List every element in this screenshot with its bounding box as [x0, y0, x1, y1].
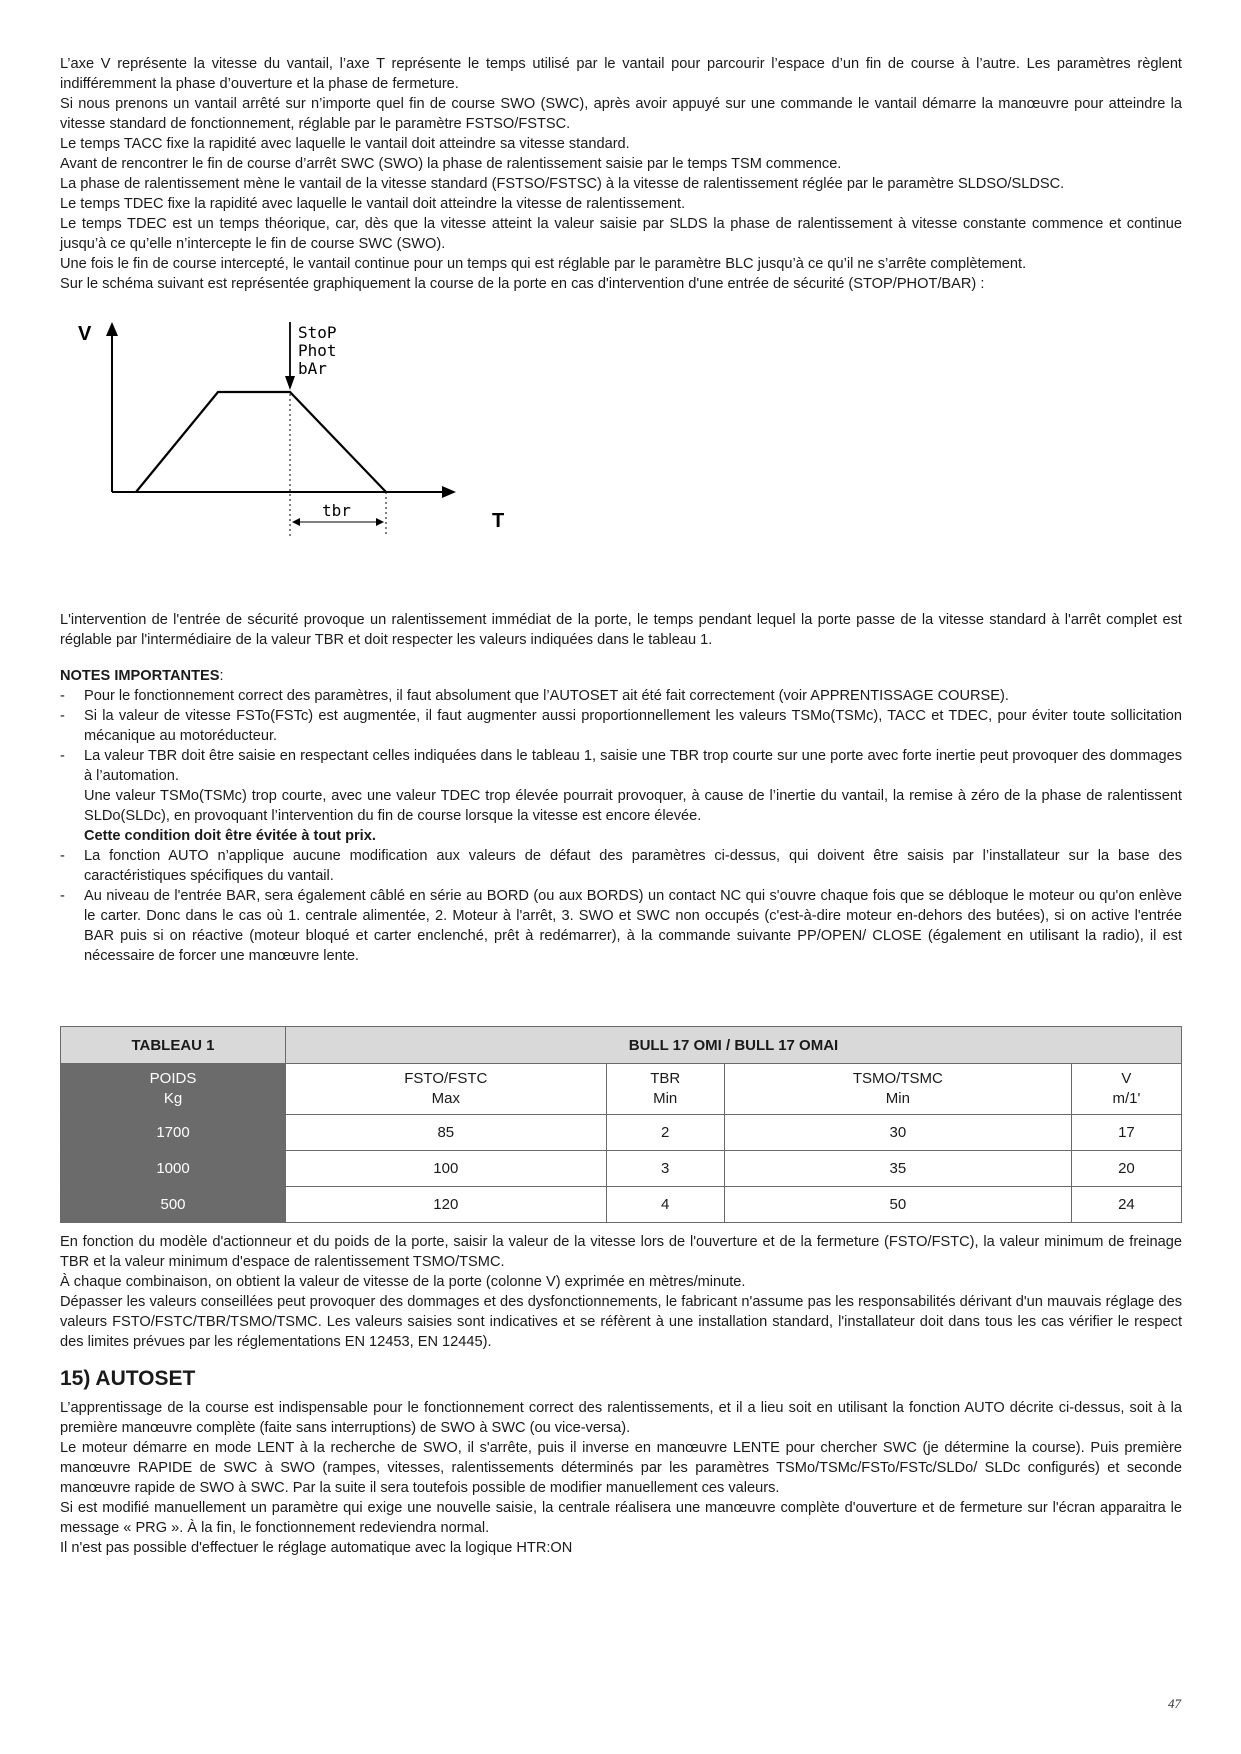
note-dash: - [60, 888, 65, 904]
note-dash: - [60, 748, 65, 764]
col-head-tbr [606, 1064, 724, 1115]
label-tbr: tbr [322, 501, 351, 520]
cell-v: 20 [1071, 1151, 1181, 1187]
label-bar: bAr [298, 359, 327, 378]
note-item [60, 746, 1182, 846]
cell-poids: 1700 [61, 1115, 286, 1151]
cell-poids: 500 [61, 1187, 286, 1223]
intro-para: Avant de rencontrer le fin de course d’arrêt SWC (SWO) la phase de ralentissement saisie par le temps TSM commence. [60, 156, 842, 172]
col-head-line2: Kg [163, 1090, 183, 1107]
note-item [60, 686, 1182, 706]
page-number: 47 [1168, 1696, 1181, 1711]
note-text: Au niveau de l'entrée BAR, sera également câblé en série au BORD (ou aux BORDS) un contact NC qui s'ouvre chaque fois que se débloque le moteur ou qu'on enlève le carter. Donc dans le cas où 1. centrale alimentée, 2. Moteur à l'arrêt, 3. SWO et SWC non occupés (c'est-à-dire moteur en-dehors des butées), si on active l'entrée BAR puis si on réactive (moteur bloqué et carter enclenché, prêt à redémarrer), à la commande suivante PP/OPEN/ CLOSE (également en utilisant la radio), il est nécessaire de forcer une manœuvre lente. [84, 888, 1182, 964]
intro-para: Si nous prenons un vantail arrêté sur n’importe quel fin de course SWO (SWC), après avoir appuyé sur une commande le vantail démarre la manœuvre pour atteindre la vitesse standard de fonctionnement, réglable par le paramètre FSTSO/FSTSC. [60, 96, 1182, 132]
tbr-arrow-left [292, 518, 300, 526]
note-item [60, 846, 1182, 886]
col-head-line1: POIDS [149, 1070, 197, 1087]
label-phot: Phot [298, 341, 337, 360]
note-text: La fonction AUTO n’applique aucune modification aux valeurs de défaut des paramètres ci-dessus, qui doivent être saisis par l’installateur sur la base des caractéristiques spécifiques du vantail. [84, 848, 1182, 884]
cell-tbr: 3 [606, 1151, 724, 1187]
intro-para: L’axe V représente la vitesse du vantail, l’axe T représente le temps utilisé par le vantail pour parcourir l’espace d’un fin de course à l’autre. Les paramètres règlent indifféremment la phase d’ouverture et la phase de fermeture. [60, 56, 1182, 92]
intro-para: Le temps TACC fixe la rapidité avec laquelle le vantail doit atteindre sa vitesse standard. [60, 136, 630, 152]
cell-tsmo: 50 [724, 1187, 1071, 1223]
table-title: BULL 17 OMI / BULL 17 OMAI [286, 1027, 1182, 1064]
after-diagram-text: L'intervention de l'entrée de sécurité provoque un ralentissement immédiat de la porte, le temps pendant lequel la porte passe de la vitesse standard à l'arrêt complet est réglable par l'intermédiaire de la valeur TBR et doit respecter les valeurs indiquées dans le tableau 1. [60, 612, 1182, 648]
cell-v: 24 [1071, 1187, 1181, 1223]
col-head-line2: Min [885, 1090, 910, 1107]
note-text: Pour le fonctionnement correct des paramètres, il faut absolument que l’AUTOSET ait été fait correctement (voir APPRENTISSAGE COURSE). [84, 688, 1009, 704]
page-content [60, 54, 1182, 1558]
cell-fsto: 120 [286, 1187, 607, 1223]
table-corner: TABLEAU 1 [61, 1027, 286, 1064]
cell-tbr: 2 [606, 1115, 724, 1151]
cell-tsmo: 30 [724, 1115, 1071, 1151]
intro-para: Une fois le fin de course intercepté, le vantail continue pour un temps qui est réglable par le paramètre BLC jusqu’à ce qu’il ne s’arrête complètement. [60, 256, 1027, 272]
note-item [60, 886, 1182, 966]
col-head-line1: TSMO/TSMC [852, 1070, 943, 1087]
speed-profile-line [136, 392, 386, 492]
tbr-arrow-right [376, 518, 384, 526]
note-text-extra: Une valeur TSMo(TSMc) trop courte, avec une valeur TDEC trop élevée pourrait provoquer, à cause de l’inertie du vantail, la remise à zéro de la phase de ralentissent SLDo(SLDc), en provoquant l’intervention du fin de course lorsque la vitesse est encore élevée. [84, 788, 1182, 824]
section-body [60, 1398, 1182, 1558]
intro-block [60, 54, 1182, 294]
cell-tsmo: 35 [724, 1151, 1071, 1187]
col-head-v [1071, 1064, 1181, 1115]
intro-para: Le temps TDEC est un temps théorique, car, dès que la vitesse atteint la valeur saisie par SLDS la phase de ralentissement à vitesse constante commence et continue jusqu’à ce qu’elle n’intercepte le fin de course SWC (SWO). [60, 216, 1182, 252]
intro-para: Sur le schéma suivant est représentée graphiquement la course de la porte en cas d'intervention d'une entrée de sécurité (STOP/PHOT/BAR) : [60, 276, 985, 292]
section-para: Si est modifié manuellement un paramètre qui exige une nouvelle saisie, la centrale réalisera une manœuvre complète d'ouverture et de fermeture sur l'écran apparaitra le message « PRG ». À la fin, le fonctionnement redeviendra normal. [60, 1500, 1182, 1536]
cell-poids: 1000 [61, 1151, 286, 1187]
col-head-tsmo [724, 1064, 1071, 1115]
table-row [61, 1187, 1182, 1223]
col-head-line2: m/1' [1112, 1090, 1141, 1107]
section-title: 15) AUTOSET [60, 1367, 196, 1390]
after-table-para: Dépasser les valeurs conseillées peut provoquer des dommages et des dysfonctionnements, le fabricant n'assume pas les responsabilités dérivant d'un mauvais réglage des valeurs FSTO/FSTC/TBR/TSMO/TSMC. Les valeurs saisies sont indicatives et se réfèrent à une installation standard, l'installateur doit dans tous les cas vérifier le respect des limites prévues par les réglementations EN 12453, EN 12445). [60, 1294, 1182, 1350]
after-table-block [60, 1232, 1182, 1352]
v-axis-arrow [106, 322, 118, 336]
notes-title-colon: : [219, 668, 224, 684]
section-para: Le moteur démarre en mode LENT à la recherche de SWO, il s'arrête, puis il inverse en manœuvre LENTE pour chercher SWC (je détermine la course). Puis première manœuvre RAPIDE de SWC à SWO (rampes, vitesses, ralentissements déterminés par les paramètres TSMo/TSMc/FSTo/FSTc/SLDo/ SLDc configurés) et seconde manœuvre rapide de SWO à SWC. Par la suite il sera toutefois possible de modifier manuellement ces valeurs. [60, 1440, 1182, 1496]
col-head-line1: FSTO/FSTC [404, 1070, 488, 1087]
cell-fsto: 85 [286, 1115, 607, 1151]
v-axis-label: V [78, 323, 92, 345]
notes-title [60, 666, 1182, 686]
col-head-line1: V [1121, 1070, 1132, 1087]
note-warning: Cette condition doit être évitée à tout prix. [84, 828, 376, 844]
note-item [60, 706, 1182, 746]
col-head-line2: Min [653, 1090, 678, 1107]
note-dash: - [60, 848, 65, 864]
label-stop: StoP [298, 323, 337, 342]
intro-para: La phase de ralentissement mène le vantail de la vitesse standard (FSTSO/FSTSC) à la vitesse de ralentissement réglée par le paramètre SLDSO/SLDSC. [60, 176, 1065, 192]
intervention-arrow-head [285, 376, 295, 390]
table-1 [60, 1026, 1182, 1223]
section-para: Il n'est pas possible d'effectuer le réglage automatique avec la logique HTR:ON [60, 1540, 573, 1556]
col-head-poids [61, 1064, 286, 1115]
section-para: L’apprentissage de la course est indispensable pour le fonctionnement correct des ralentissements, et il a lieu soit en utilisant la fonction AUTO décrite ci-dessus, soit à la première manœuvre complète (faite sans interruptions) de SWO à SWC (ou vice-versa). [60, 1400, 1182, 1436]
notes-title-text: NOTES IMPORTANTES [60, 668, 220, 684]
after-table-para: À chaque combinaison, on obtient la valeur de vitesse de la porte (colonne V) exprimée en mètres/minute. [60, 1274, 746, 1290]
table-header-row [61, 1027, 1182, 1064]
cell-fsto: 100 [286, 1151, 607, 1187]
t-axis-label: T [492, 510, 505, 532]
note-text: Si la valeur de vitesse FSTo(FSTc) est augmentée, il faut augmenter aussi proportionnellement les valeurs TSMo(TSMc), TACC et TDEC, pour éviter toute sollicitation mécanique au motoréducteur. [84, 708, 1182, 744]
table-row [61, 1115, 1182, 1151]
speed-time-diagram [60, 320, 580, 600]
after-table-para: En fonction du modèle d'actionneur et du poids de la porte, saisir la valeur de la vitesse lors de l'ouverture et de la fermeture (FSTO/FSTC), la valeur minimum de freinage TBR et la valeur minimum d'espace de ralentissement TSMO/TSMC. [60, 1234, 1182, 1270]
note-dash: - [60, 688, 65, 704]
col-head-fsto [286, 1064, 607, 1115]
notes-list [60, 686, 1182, 966]
cell-v: 17 [1071, 1115, 1181, 1151]
t-axis-arrow [442, 486, 456, 498]
cell-tbr: 4 [606, 1187, 724, 1223]
table-row [61, 1151, 1182, 1187]
diagram-svg [60, 320, 580, 600]
col-head-line1: TBR [650, 1070, 681, 1087]
note-dash: - [60, 708, 65, 724]
col-head-line2: Max [431, 1090, 460, 1107]
note-text: La valeur TBR doit être saisie en respectant celles indiquées dans le tableau 1, saisie une TBR trop courte sur une porte avec forte inertie peut provoquer des dommages à l’automation. [84, 748, 1182, 784]
intro-para: Le temps TDEC fixe la rapidité avec laquelle le vantail doit atteindre la vitesse de ralentissement. [60, 196, 686, 212]
table-subheader-row [61, 1064, 1182, 1115]
